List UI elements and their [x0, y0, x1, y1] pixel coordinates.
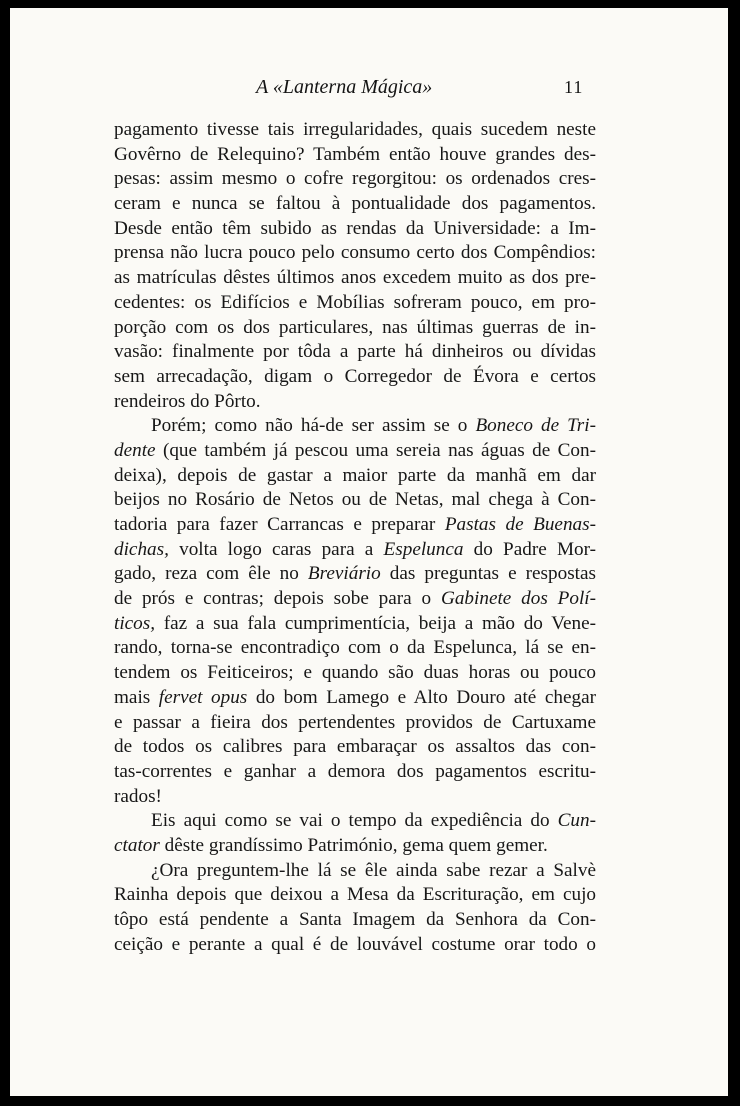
text-line: [114, 760, 596, 785]
text-line: [114, 291, 596, 316]
text-run: faz a sua fala cumprimentícia, beija a mão do Vene-: [155, 612, 596, 634]
text-line: [114, 834, 596, 859]
text-run: ceram e nunca se faltou à pontualidade dos pagamentos.: [114, 193, 596, 215]
text-line: [114, 316, 596, 341]
text-run: rendeiros do Pôrto.: [114, 390, 261, 412]
text-run: e passar a fieira dos pertendentes providos de Cartuxame: [114, 711, 596, 733]
italic-text: Gabinete dos Polí-: [440, 588, 596, 610]
text-line: [114, 365, 596, 390]
text-line: [114, 661, 596, 686]
text-run: tadoria para fazer Carrancas e preparar: [114, 514, 445, 535]
text-line: [114, 809, 596, 834]
text-run: de prós e contras; depois sobe para o: [114, 588, 441, 610]
text-run: pesas: assim mesmo o cofre regorgitou: os ordenados cres-: [114, 168, 596, 190]
italic-text: Breviário: [307, 563, 381, 585]
italic-text: dente: [114, 439, 156, 461]
text-line: [114, 636, 596, 661]
text-run: ¿Ora preguntem-lhe lá se êle ainda sabe rezar a Salvè: [151, 859, 596, 881]
italic-text: ticos,: [114, 612, 156, 634]
text-run: cedentes: os Edifícios e Mobílias sofreram pouco, em pro-: [114, 291, 596, 313]
text-run: do Padre Mor-: [463, 538, 596, 560]
page-header: [10, 76, 728, 106]
text-run: dêste grandíssimo Património, gema quem gemer.: [159, 834, 548, 856]
text-line: [114, 859, 596, 884]
italic-text: Cun-: [557, 810, 596, 832]
text-line: [114, 612, 596, 637]
paragraph: [114, 414, 596, 809]
text-line: [114, 735, 596, 760]
book-page: [10, 8, 728, 1096]
text-run: ceição e perante a qual é de louvável costume orar todo o: [114, 933, 596, 955]
text-run: sem arrecadação, digam o Corregedor de Évora e certos: [114, 365, 596, 387]
text-line: [114, 785, 596, 810]
text-run: do bom Lamego e Alto Douro até chegar: [247, 686, 596, 708]
text-run: de todos os calibres para embaraçar os assaltos das con-: [114, 736, 596, 758]
text-line: [114, 464, 596, 489]
italic-text: dichas,: [114, 538, 169, 560]
text-line: [114, 488, 596, 513]
text-run: das preguntas e respostas: [380, 563, 596, 585]
text-run: Desde então têm subido as rendas da Universidade: a Im-: [114, 217, 596, 239]
italic-text: Boneco de Tri-: [475, 415, 596, 437]
text-line: [114, 217, 596, 242]
text-line: [114, 241, 596, 266]
italic-text: Pastas de Buenas-: [444, 514, 596, 535]
text-run: Govêrno de Relequino? Também então houve grandes des-: [114, 143, 596, 165]
text-run: volta logo caras para a: [168, 538, 384, 560]
text-run: rados!: [114, 785, 162, 807]
paragraph: [114, 809, 596, 858]
text-run: (que também já pescou uma sereia nas águas de Con-: [155, 439, 596, 461]
text-line: [114, 587, 596, 612]
italic-text: ctator: [114, 834, 160, 856]
text-run: as matrículas dêstes últimos anos excedem muito as dos pre-: [114, 267, 596, 289]
text-run: Rainha depois que deixou a Mesa da Escrituração, em cujo: [114, 884, 596, 906]
text-line: [114, 538, 596, 563]
italic-text: fervet opus: [158, 686, 248, 708]
text-line: [114, 266, 596, 291]
text-line: [114, 118, 596, 143]
text-line: [114, 933, 596, 958]
text-run: beijos no Rosário de Netos ou de Netas, mal chega à Con-: [114, 489, 596, 511]
text-run: Eis aqui como se vai o tempo da expediência do: [151, 810, 558, 832]
text-line: [114, 414, 596, 439]
body-text: [114, 118, 596, 957]
text-line: [114, 390, 596, 415]
text-run: mais: [114, 686, 159, 708]
paragraph: [114, 859, 596, 958]
text-run: tendem os Feiticeiros; e quando são duas horas ou pouco: [114, 662, 596, 684]
text-run: tas-correntes e ganhar a demora dos pagamentos escritu-: [114, 760, 596, 782]
text-line: [114, 562, 596, 587]
text-run: pagamento tivesse tais irregularidades, quais sucedem neste: [114, 119, 596, 140]
text-line: [114, 340, 596, 365]
text-run: porção com os dos particulares, nas últimas guerras de in-: [114, 316, 596, 338]
page-number: 11: [564, 77, 584, 97]
text-run: prensa não lucra pouco pelo consumo certo dos Compêndios:: [114, 242, 596, 264]
running-title: A «Lanterna Mágica»: [256, 76, 433, 98]
text-line: [114, 686, 596, 711]
italic-text: Espelunca: [383, 538, 464, 560]
text-line: [114, 711, 596, 736]
text-run: vasão: finalmente por tôda a parte há dinheiros ou dívidas: [114, 341, 596, 363]
paragraph: [114, 118, 596, 414]
text-line: [114, 439, 596, 464]
text-line: [114, 143, 596, 168]
text-run: tôpo está pendente a Santa Imagem da Senhora da Con-: [114, 909, 596, 930]
text-line: [114, 513, 596, 538]
text-run: gado, reza com êle no: [114, 563, 308, 585]
text-line: [114, 192, 596, 217]
text-run: deixa), depois de gastar a maior parte da manhã em dar: [114, 464, 596, 486]
text-run: Porém; como não há-de ser assim se o: [151, 415, 476, 437]
text-line: [114, 908, 596, 933]
text-run: rando, torna-se encontradiço com o da Espelunca, lá se en-: [114, 637, 596, 659]
text-line: [114, 883, 596, 908]
text-line: [114, 167, 596, 192]
